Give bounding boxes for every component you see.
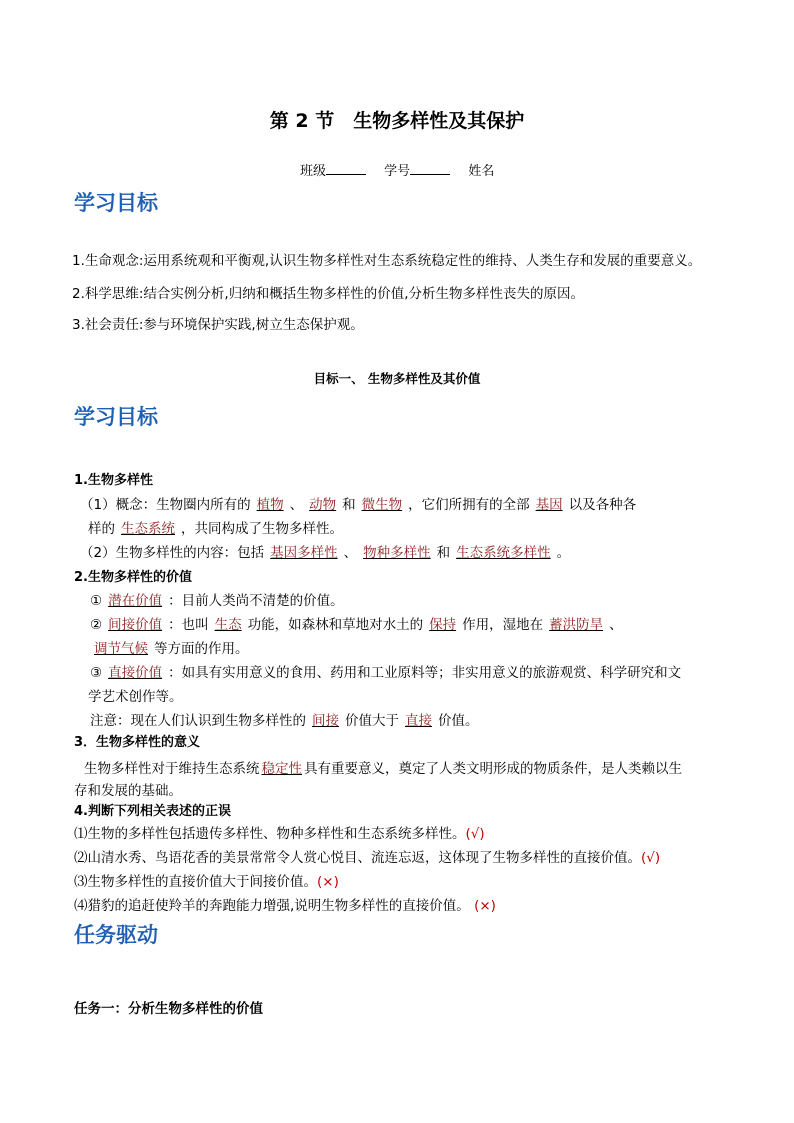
cross-mark: (×) — [474, 898, 496, 914]
student-info — [300, 160, 494, 179]
text: 、 — [289, 497, 304, 513]
objective-3: 3.社会责任:参与环境保护实践,树立生态保护观。 — [72, 317, 364, 333]
answer-flood-control: 蓄洪防旱 — [549, 617, 604, 633]
answer-stability: 稳定性 — [261, 761, 302, 777]
text: ，共同构成了生物多样性。 — [181, 521, 343, 537]
s2-line-1 — [90, 589, 344, 609]
answer-direct: 直接 — [405, 713, 432, 729]
text: ⑷猎豹的追赶使羚羊的奔跑能力增强,说明生物多样性的直接价值。 — [74, 898, 470, 914]
text: 、 — [609, 617, 623, 633]
text: 生物多样性对于维持生态系统 — [84, 761, 260, 777]
answer-ecosystems: 生态系统 — [121, 521, 175, 537]
section-3-title: 3．生物多样性的意义 — [74, 735, 201, 750]
section-4-title: 4.判断下列相关表述的正误 — [74, 804, 231, 819]
answer-conserve: 保持 — [429, 617, 457, 633]
text: ⑵山清水秀、鸟语花香的美景常常令人赏心悦目、流连忘返，这体现了生物多样性的直接价值。 — [74, 850, 641, 866]
answer-indirect-value: 间接价值 — [108, 617, 163, 633]
text: ⑴生物的多样性包括遗传多样性、物种多样性和生态系统多样性。 — [74, 826, 466, 842]
text: ② — [90, 617, 103, 633]
text: 以及各种各 — [568, 497, 637, 513]
text: 价值。 — [438, 713, 479, 729]
class-blank — [326, 161, 366, 175]
text: ① — [90, 593, 103, 609]
text: ，它们所拥有的全部 — [408, 497, 530, 513]
s3-line-2: 存和发展的基础。 — [74, 783, 182, 799]
s2-line-5: 学艺术创作等。 — [88, 689, 183, 705]
text: ：也叫 — [168, 617, 209, 633]
answer-climate-regulation: 调节气候 — [94, 641, 148, 657]
text: 和 — [436, 545, 451, 561]
text: 、 — [343, 545, 358, 561]
s1-line-2 — [88, 517, 343, 537]
text: 作用，湿地在 — [462, 617, 544, 633]
id-blank — [410, 161, 450, 175]
goal-one-title: 目标一、 生物多样性及其价值 — [313, 371, 481, 386]
answer-animals: 动物 — [309, 497, 337, 513]
cross-mark: (×) — [317, 874, 339, 890]
section-2-title: 2.生物多样性的价值 — [74, 570, 192, 585]
s2-line-2 — [90, 613, 623, 633]
text: 样的 — [88, 521, 115, 537]
section-heading-objectives-2: 学习目标 — [74, 405, 158, 429]
text: ：目前人类尚不清楚的价值。 — [168, 593, 344, 609]
s2-line-4 — [90, 661, 681, 681]
text: 。 — [556, 545, 571, 561]
text: 价值大于 — [345, 713, 399, 729]
check-mark: (√) — [641, 850, 661, 866]
answer-gene-diversity: 基因多样性 — [270, 545, 338, 561]
answer-plants: 植物 — [256, 497, 284, 513]
s1-line-3 — [80, 541, 570, 561]
objective-1: 1.生命观念:运用系统观和平衡观,认识生物多样性对生态系统稳定性的维持、人类生存和发展的重要意义。 — [72, 253, 702, 269]
answer-species-diversity: 物种多样性 — [363, 545, 431, 561]
class-label: 班级 — [300, 164, 327, 179]
judgement-2 — [74, 846, 660, 866]
answer-indirect: 间接 — [312, 713, 339, 729]
answer-ecosystem-diversity: 生态系统多样性 — [456, 545, 551, 561]
objective-2: 2.科学思维:结合实例分析,归纳和概括生物多样性的价值,分析生物多样性丧失的原因。 — [72, 286, 585, 302]
text: （2）生物多样性的内容：包括 — [80, 545, 265, 561]
s2-note — [90, 709, 479, 729]
judgement-4 — [74, 894, 496, 914]
text: ：如具有实用意义的食用、药用和工业原料等；非实用意义的旅游观赏、科学研究和文 — [168, 665, 682, 681]
text: （1）概念：生物圈内所有的 — [80, 497, 251, 513]
page-title: 第 2 节 生物多样性及其保护 — [269, 110, 525, 132]
text: ⑶生物多样性的直接价值大于间接价值。 — [74, 874, 317, 890]
section-heading-objectives: 学习目标 — [74, 191, 158, 215]
answer-direct-value: 直接价值 — [108, 665, 163, 681]
task-one-title: 任务一：分析生物多样性的价值 — [74, 1001, 263, 1017]
text: 功能，如森林和草地对水土的 — [247, 617, 424, 633]
judgement-3 — [74, 870, 339, 890]
text: 和 — [342, 497, 356, 513]
check-mark: (√) — [465, 826, 485, 842]
text: 等方面的作用。 — [154, 641, 249, 657]
s2-line-3 — [88, 637, 249, 657]
s3-line-1 — [84, 757, 682, 777]
s1-line-1 — [80, 493, 636, 513]
text: 具有重要意义，奠定了人类文明形成的物质条件，是人类赖以生 — [304, 761, 682, 777]
section-heading-tasks: 任务驱动 — [74, 923, 158, 947]
answer-microbes: 微生物 — [361, 497, 403, 513]
answer-genes: 基因 — [535, 497, 563, 513]
text: ③ — [90, 665, 103, 681]
section-1-title: 1.生物多样性 — [74, 473, 153, 488]
answer-ecological: 生态 — [214, 617, 242, 633]
name-label: 姓名 — [468, 164, 495, 179]
id-label: 学号 — [384, 164, 411, 179]
answer-potential-value: 潜在价值 — [108, 593, 163, 609]
text: 注意：现在人们认识到生物多样性的 — [90, 713, 306, 729]
judgement-1 — [74, 822, 485, 842]
